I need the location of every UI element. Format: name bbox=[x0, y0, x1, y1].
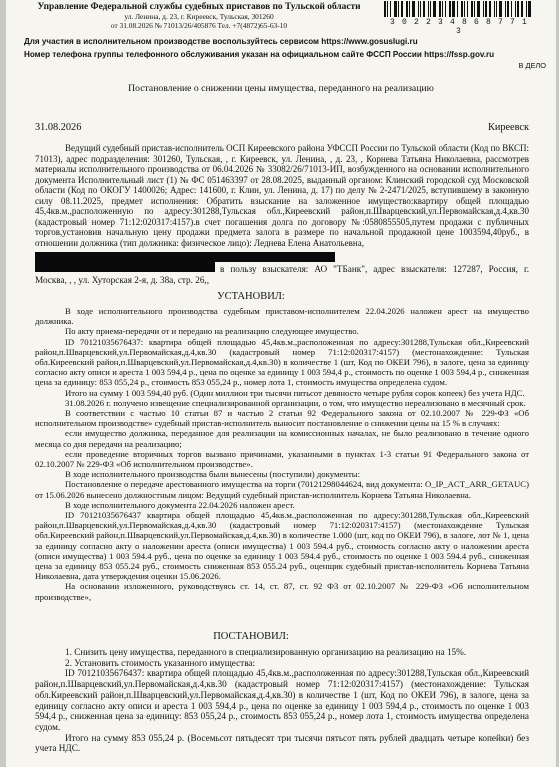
barcode-stripe bbox=[499, 1, 502, 17]
ustanovil-paragraph: Постановление о передаче арестованного имущества на торги (70121298044624, вид документа: O_IP_ACT_ARR_GETAUC) от 15.06.2026 вынесено должностным лицом: Ведущий судебный пристав-исполнитель Корнева Татьяна Николаевна. bbox=[35, 479, 529, 500]
barcode-stripe bbox=[428, 1, 429, 17]
ustanovil-paragraph: ID 70121035676437: квартира общей площадью 45,4кв.м.,расположенная по адресу:301288,Тульская обл.,Киреевский район,п.Шварцевский,ул.Первомайская,д.4,кв.30 (кадастровый номер 71:12:020317:4157) (местонахождение: Тульская обл.Киреевский район,п.Шварцевский,ул.Первомайская,д.4,кв.30) в количестве 1 (шт, Код по ОКЕИ 796), в залоге, цена за единицу согласно акту описи и ареста 1 003 594,4 р., цена по оценке за единицу 1 003 594,4 р., стоимость по оценке 1 003 594,4 р., сниженная цена за единицу: 853 055,24 р., стоимость 853 055,24 р., номер лота 1, стоимость имущества определена судом. bbox=[35, 336, 529, 388]
barcode-stripe bbox=[452, 1, 455, 17]
redaction-bar bbox=[35, 252, 335, 262]
postanovil-item: Итого на сумму 853 055,24 р. (Восемьсот пятьдесят три тысячи пятьсот пять рублей двадцать четыре копейки) без учета НДС. bbox=[35, 732, 529, 754]
ustanovil-paragraph: если проведение вторичных торгов вызвано причинами, указанными в пунктах 1-3 статьи 91 Федерального закона от 02.10.2007 № 229-ФЗ «Об исполнительном производстве». bbox=[35, 448, 529, 470]
postanovil-item: 1. Снизить цену имущества, переданного в специализированную организацию на реализацию на 15%. bbox=[65, 647, 467, 657]
barcode-stripe bbox=[423, 1, 425, 17]
document-city: Киреевск bbox=[487, 122, 529, 133]
barcode-stripe bbox=[461, 1, 463, 17]
barcode-stripe bbox=[442, 1, 443, 17]
intro-tail-text: в пользу взыскателя: АО "ТБанк", адрес взыскателя: 127287, Россия, г. Москва, , , ул. Хуторская 2-я, д. 38а, стр. 26,, bbox=[35, 264, 529, 285]
barcode-stripe bbox=[489, 1, 491, 17]
barcode-stripe bbox=[474, 1, 475, 17]
postanovil-item: ID 70121035676437: квартира общей площадью 45,4кв.м.,расположенная по адресу:301288,Тульская обл.,Киреевский район,п.Шварцевский,ул.Первомайская,д.4,кв.30 (кадастровый номер 71:12:020317:4157) (местонахождение: Тульская обл.Киреевский район,п.Шварцевский,ул.Первомайская,д.4,кв.30) в количестве 1 (шт, Код по ОКЕИ 796), в залоге, цена за единицу согласно акту описи и ареста 1 003 594,4 р., цена по оценке за единицу 1 003 594,4 р., стоимость по оценке 1 003 594,4 р., сниженная цена за единицу: 853 055,24 р., стоимость 853 055,24 р., номер лота 1, стоимость имущества определена судом. bbox=[35, 668, 529, 732]
ustanovil-paragraph: ID 70121035676437 квартира общей площадью 45,4кв.м.,расположенная по адресу:301288,Тульская обл.,Киреевский район,п.Шварцевский,ул.Первомайская,д.4,кв.30 (кадастровый номер 71:12:020317:4157) (местонахождение Тульская обл.Киреевский район,п.Шварцевский,ул.Первомайская,д.4,кв.30) в количестве 1.000 (шт, код по ОКЕИ 796), в залоге, лот № 1, цена за единицу согласно акту о наложении ареста (описи имущества) 1 003 594.4 руб., стоимость согласно акту о наложении ареста (описи имущества) 1 003 594.4 руб., цена по оценке за единицу 1 003 594.4 руб., стоимость по оценке 1 003 594.4 руб., сниженная цена за единицу 853 055.24 руб., стоимость сниженная 853 055.24 руб., оценщик судебный пристав-исполнитель Корнева Татьяна Николаевна, дата утверждения оценки 15.06.2026. bbox=[35, 510, 529, 582]
barcode-stripe bbox=[384, 1, 386, 17]
postanovil-section bbox=[35, 647, 529, 754]
barcode-stripe bbox=[496, 1, 497, 17]
barcode-stripe bbox=[430, 1, 431, 17]
ustanovil-paragraph: На основании изложенного, руководствуясь ст. 14, ст. 87, ст. 92 ФЗ от 02.10.2007 № 229-ФЗ «Об исполнительном производстве», bbox=[35, 581, 529, 602]
barcode-stripe bbox=[517, 1, 519, 17]
barcode-stripe bbox=[433, 1, 436, 17]
barcode-stripe bbox=[439, 1, 441, 17]
barcode-stripe bbox=[471, 1, 473, 17]
postanovil-item: 2. Установить стоимость указанного имущества: bbox=[65, 657, 256, 668]
ustanovil-paragraph: В соответствии с частью 10 статьи 87 и частью 2 статьи 92 Федерального закона от 02.10.2007 № 229-ФЗ «Об исполнительном производстве» судебный пристав-исполнитель выносит постановление о снижении цены на 15 % в случаях: bbox=[35, 408, 529, 429]
ustanovil-paragraph: В ходе исполнительного производства были вынесены (поступили) документы: bbox=[65, 469, 361, 480]
issuer-address: ул. Ленина, д. 23, г. Киреевск, Тульская, 301260 bbox=[124, 12, 274, 21]
ustanovil-heading: УСТАНОВИЛ: bbox=[217, 291, 285, 302]
barcode-number: 3 0 2 2 3 4 8 6 8 7 7 1 3 bbox=[389, 18, 529, 36]
barcode-stripe bbox=[467, 1, 468, 17]
gosuslugi-notice: Для участия в исполнительном производстве воспользуйтесь сервисом https://www.gosuslugi.ru bbox=[24, 37, 418, 46]
barcode-stripe bbox=[401, 1, 403, 17]
postanovil-heading: ПОСТАНОВИЛ: bbox=[213, 631, 289, 642]
issuer-reference: от 31.08.2026 № 71013/26/405876 Тел. +7(4872)65-63-10 bbox=[110, 21, 288, 30]
document-title: Постановление о снижении цены имущества, переданного на реализацию bbox=[128, 83, 434, 94]
barcode-stripe bbox=[515, 1, 516, 17]
issuer-name: Управление Федеральной службы судебных приставов по Тульской области bbox=[37, 2, 361, 12]
ustanovil-paragraph: В ходе исполнительного документа 22.04.2026 наложен арест. bbox=[65, 499, 295, 510]
ustanovil-paragraph: 31.08.2026 г. получено извещение специализированной организации, о том, что имущество нереализовано в месячный срок. bbox=[65, 397, 526, 408]
barcode-stripe bbox=[387, 1, 388, 17]
barcode-stripe bbox=[409, 1, 410, 17]
barcode-stripe bbox=[528, 1, 531, 17]
issuer-header bbox=[34, 3, 364, 30]
barcode-stripe bbox=[485, 1, 487, 17]
barcode-stripe bbox=[477, 1, 480, 17]
barcode-stripe bbox=[394, 1, 397, 17]
barcode-stripe bbox=[483, 1, 484, 17]
ustanovil-paragraph: В ходе исполнительного производства судебным приставом-исполнителем 22.04.2026 наложен арест на имущество должника. bbox=[35, 306, 529, 327]
barcode-stripe bbox=[457, 1, 458, 17]
ustanovil-paragraph: Итого на сумму 1 003 594,40 руб. (Один миллион три тысячи пятьсот девяносто четыре рубля сорок копеек) без учета НДС. bbox=[65, 387, 525, 398]
barcode-stripe bbox=[494, 1, 495, 17]
barcode-stripe bbox=[511, 1, 512, 17]
barcode-stripe bbox=[507, 1, 509, 17]
v-delo-stamp: В ДЕЛО bbox=[518, 61, 546, 70]
ustanovil-paragraph: если имущество должника, переданное для реализации на комиссионных началах, не было реализовано в течение одного месяца со дня передачи на реализацию; bbox=[35, 428, 529, 449]
barcode-stripe bbox=[526, 1, 527, 17]
barcode-stripe bbox=[449, 1, 451, 17]
barcode-stripe bbox=[412, 1, 415, 17]
intro-text: Ведущий судебный пристав-исполнитель ОСП Киреевского района УФССП России по Тульской области (Код по ВКСП: 71013), адрес подразделения: 301260, Тульская, , г. Киреевск, ул. Ленина, , д. 23, , Корнева Татьяна Николаевна, рассмотрев материалы исполнительного производства от 06.04.2026 № 33082/26/71013-ИП, возбужденного на основании исполнительного документа Исполнительный лист (1) № ФС 051463397 от 28.08.2025, выданный органом: Клинский городской суд Московской области (Код по ОКОГУ 1400026; Адрес: 141600, г. Клин, ул. Ленина, д. 17) по делу № 2-2471/2025, вступившему в законную силу 08.11.2025, предмет исполнения: Обратить взыскание на заложенное имущество:квартиру общей площадью 45,4кв.м.,расположенную по адресу:301288,Тульская обл.,Киреевский район,п.Шварцевский,ул.Первомайская,д.4,кв.30 (кадастровый номер 71:12:020317:4157).в счет погашения долга по договору №:0580855505,путем продажи с публичных торгов,установив начальную цену продажи предмета залога в размере по начальной продажной цене 1003594,40руб., в отношении должника (тип должника: физическое лицо): Леднева Елена Анатольевна, bbox=[35, 143, 529, 248]
intro-paragraph bbox=[35, 143, 529, 248]
barcode-stripe bbox=[390, 1, 391, 17]
intro-tail bbox=[35, 264, 529, 285]
barcode-stripe bbox=[406, 1, 408, 17]
ustanovil-paragraph: По акту приема-передачи от и передано на реализацию следующее имущество. bbox=[65, 326, 359, 337]
barcode-stripe bbox=[505, 1, 506, 17]
barcode-stripe bbox=[420, 1, 421, 17]
barcode-stripe bbox=[418, 1, 419, 17]
date-row bbox=[35, 122, 529, 133]
barcode-stripe bbox=[521, 1, 523, 17]
barcode-stripe bbox=[445, 1, 446, 17]
document-page bbox=[6, 0, 556, 767]
barcode-stripe bbox=[398, 1, 399, 17]
barcode bbox=[384, 1, 534, 17]
document-date: 31.08.2026 bbox=[35, 122, 82, 133]
barcode-stripe bbox=[464, 1, 465, 17]
phone-notice: Номер телефона группы телефонного обслуживания указан на официальном сайте ФССП России https://fssp.gov.ru bbox=[24, 50, 495, 59]
ustanovil-section bbox=[35, 306, 529, 602]
